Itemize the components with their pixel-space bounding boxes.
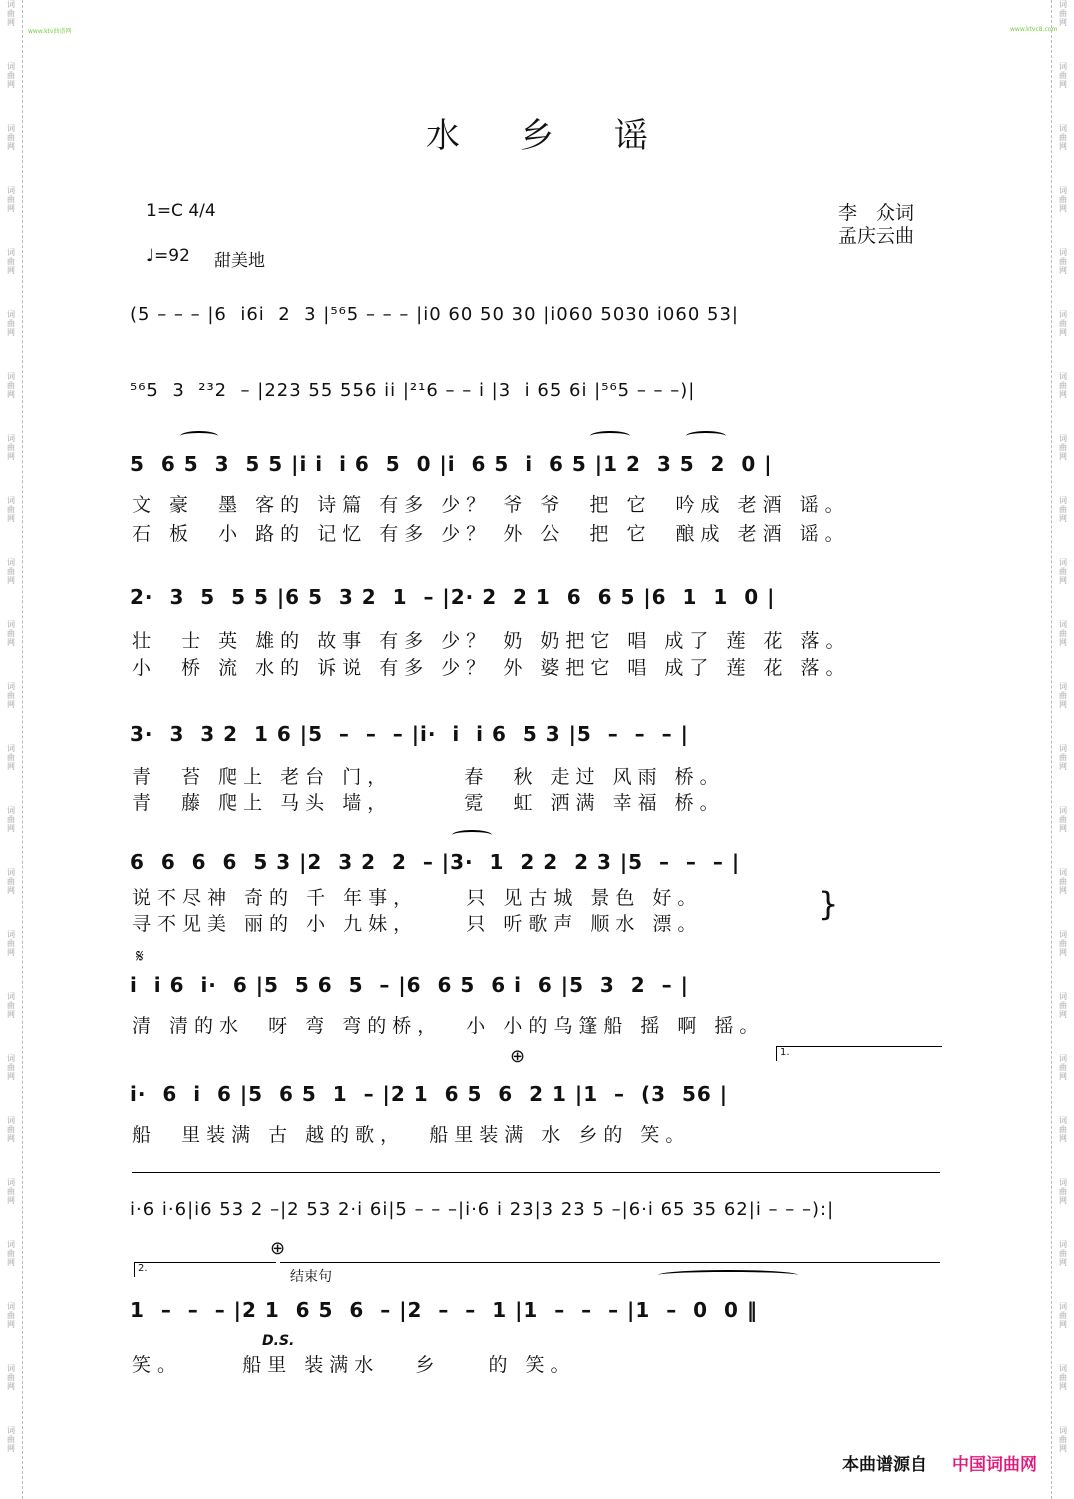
segno-sign: 𝄋: [136, 946, 144, 967]
side-watermark-label: 词 曲 网: [1059, 868, 1067, 895]
side-watermark-label: 词 曲 网: [7, 992, 15, 1019]
notation-row-7: i i 6 i· 6 |5 5 6 5 – |6 6 5 6 i 6 |5 3 2 – |: [130, 973, 689, 997]
ending-label: 结束句: [290, 1269, 332, 1285]
side-watermark-label: 词 曲 网: [7, 1364, 15, 1391]
side-watermark-label: 词 曲 网: [7, 62, 15, 89]
volta-bracket-1: 1.: [776, 1046, 942, 1061]
lyric-1a: 文 豪 墨 客的 诗篇 有多 少？ 爷 爷 把 它 吟成 老酒 谣。: [132, 494, 850, 516]
side-watermark-label: 词 曲 网: [1059, 992, 1067, 1019]
side-watermark-label: 词 曲 网: [1059, 930, 1067, 957]
lyric-1b: 石 板 小 路的 记忆 有多 少？ 外 公 把 它 酿成 老酒 谣。: [132, 523, 850, 545]
side-watermark-label: 词 曲 网: [1059, 620, 1067, 647]
side-watermark-label: 词 曲 网: [7, 806, 15, 833]
volta-bracket-2: 2.: [134, 1262, 276, 1277]
lyric-3b: 青 藤 爬上 马头 墙， 霓 虹 洒满 幸福 桥。: [132, 792, 725, 814]
side-watermark-label: 词 曲 网: [1059, 496, 1067, 523]
side-watermark-label: 词 曲 网: [1059, 186, 1067, 213]
side-watermark-label: 词 曲 网: [7, 744, 15, 771]
side-watermark-label: 词 曲 网: [7, 1178, 15, 1205]
side-watermark-label: 词 曲 网: [7, 682, 15, 709]
slur: [590, 431, 630, 441]
notation-row-10: 1 – – – |2 1 6 5 6 – |2 – – 1 |1 – – – |1 – 0 0 ‖: [130, 1298, 758, 1322]
slur: [452, 830, 492, 840]
notation-row-9: i·6 i·6|i6 53 2 –|2 53 2·i 6i|5 – – –|i·6 i 23|3 23 5 –|6·i 65 35 62|i – – –):|: [130, 1199, 835, 1220]
lyric-2b: 小 桥 流 水的 诉说 有多 少？ 外 婆把它 唱 成了 莲 花 落。: [132, 657, 851, 679]
notation-row-6: 6 6 6 6 5 3 |2 3 2 2 – |3· 1 2 2 2 3 |5 – – – |: [130, 850, 741, 874]
side-watermark-label: 词 曲 网: [1059, 372, 1067, 399]
top-right-watermark: www.ktvc8.com: [1010, 26, 1058, 33]
side-watermark-label: 词 曲 网: [1059, 1240, 1067, 1267]
coda-sign-2: ⊕: [270, 1238, 286, 1259]
composer: 孟庆云曲: [838, 225, 915, 247]
side-watermark-label: 词 曲 网: [7, 496, 15, 523]
ending-rule: [280, 1262, 940, 1263]
song-title: 水乡谣: [426, 116, 708, 156]
side-watermark-label: 词 曲 网: [1059, 1116, 1067, 1143]
side-watermark-label: 词 曲 网: [7, 1116, 15, 1143]
slur: [180, 431, 218, 441]
side-watermark-label: 词 曲 网: [1059, 682, 1067, 709]
side-watermark-label: 词 曲 网: [1059, 744, 1067, 771]
lyric-2a: 壮 士 英 雄的 故事 有多 少？ 奶 奶把它 唱 成了 莲 花 落。: [132, 630, 851, 652]
slur: [658, 1270, 798, 1280]
side-watermark-label: 词 曲 网: [1059, 1426, 1067, 1453]
footer-source-label: 本曲谱源自: [842, 1455, 927, 1475]
side-watermark-label: 词 曲 网: [7, 124, 15, 151]
side-watermark-label: 词 曲 网: [7, 1302, 15, 1329]
side-watermark-label: 词 曲 网: [1059, 62, 1067, 89]
lyricist: 李 众词: [838, 202, 915, 224]
brace: }: [818, 885, 839, 923]
side-watermark-label: 词 曲 网: [7, 558, 15, 585]
lyric-6: 船 里装满 古 越的歌， 船里装满 水 乡的 笑。: [132, 1124, 691, 1146]
lyric-4a: 说不尽神 奇的 千 年事， 只 见古城 景色 好。: [132, 887, 703, 909]
side-watermark-label: 词 曲 网: [1059, 1178, 1067, 1205]
credits: [838, 202, 914, 248]
side-watermark-label: 词 曲 网: [7, 434, 15, 461]
side-watermark-label: 词 曲 网: [7, 1240, 15, 1267]
side-watermark-label: 词 曲 网: [7, 248, 15, 275]
key-signature: 1=C 4/4: [146, 201, 216, 221]
side-watermark-label: 词 曲 网: [7, 372, 15, 399]
lyric-4b: 寻不见美 丽的 小 九妹， 只 听歌声 顺水 漂。: [132, 913, 703, 935]
side-watermark-label: 词 曲 网: [7, 868, 15, 895]
side-watermark-label: 词 曲 网: [1059, 1054, 1067, 1081]
top-left-watermark: www.ktv曲谱网: [28, 28, 72, 35]
side-watermark-label: 词 曲 网: [1059, 1302, 1067, 1329]
side-watermark-label: 词 曲 网: [1059, 1364, 1067, 1391]
notation-row-1: (5 – – – |6 i6i 2 3 |⁵⁶5 – – – |i0 60 50 30 |i060 5030 i060 53|: [130, 304, 739, 325]
tempo-mark: ♩=92: [146, 246, 190, 266]
side-watermark-label: 词 曲 网: [1059, 0, 1067, 27]
side-watermark-label: 词 曲 网: [1059, 310, 1067, 337]
slur: [686, 431, 726, 441]
side-watermark-label: 词 曲 网: [1059, 124, 1067, 151]
lyric-5: 清 清的水 呀 弯 弯的桥， 小 小的乌篷船 摇 啊 摇。: [132, 1015, 765, 1037]
notation-row-4: 2· 3 5 5 5 |6 5 3 2 1 – |2· 2 2 1 6 6 5 |6 1 1 0 |: [130, 585, 776, 609]
side-watermark-label: 词 曲 网: [7, 0, 15, 27]
notation-row-3: 5 6 5 3 5 5 |i i i 6 5 0 |i 6 5 i 6 5 |1 2 3 5 2 0 |: [130, 452, 773, 476]
side-watermark-label: 词 曲 网: [7, 930, 15, 957]
side-watermark-label: 词 曲 网: [7, 186, 15, 213]
side-watermark-label: 词 曲 网: [1059, 558, 1067, 585]
side-watermark-label: 词 曲 网: [1059, 434, 1067, 461]
coda-sign: ⊕: [510, 1046, 526, 1067]
expression-mark: 甜美地: [214, 251, 265, 271]
side-watermark-label: 词 曲 网: [7, 1054, 15, 1081]
side-watermark-label: 词 曲 网: [7, 1426, 15, 1453]
notation-row-8: i· 6 i 6 |5 6 5 1 – |2 1 6 5 6 2 1 |1 – (3 56 |: [130, 1082, 729, 1106]
notation-row-2: ⁵⁶5 3 ²³2 – |223 55 556 ii |²¹6 – – i |3 i 65 6i |⁵⁶5 – – –)|: [130, 380, 696, 401]
side-watermark-label: 词 曲 网: [7, 620, 15, 647]
side-watermark-label: 词 曲 网: [1059, 248, 1067, 275]
side-watermark-label: 词 曲 网: [7, 310, 15, 337]
system-top-rule: [132, 1172, 940, 1173]
notation-row-5: 3· 3 3 2 1 6 |5 – – – |i· i i 6 5 3 |5 – – – |: [130, 722, 689, 746]
lyric-7: 笑。 船里 装满水 乡 的 笑。: [132, 1354, 576, 1376]
footer-site-link[interactable]: 中国词曲网: [952, 1455, 1037, 1475]
side-watermark-label: 词 曲 网: [1059, 806, 1067, 833]
lyric-3a: 青 苔 爬上 老台 门， 春 秋 走过 风雨 桥。: [132, 766, 725, 788]
da-segno-mark: D.S.: [262, 1333, 295, 1349]
